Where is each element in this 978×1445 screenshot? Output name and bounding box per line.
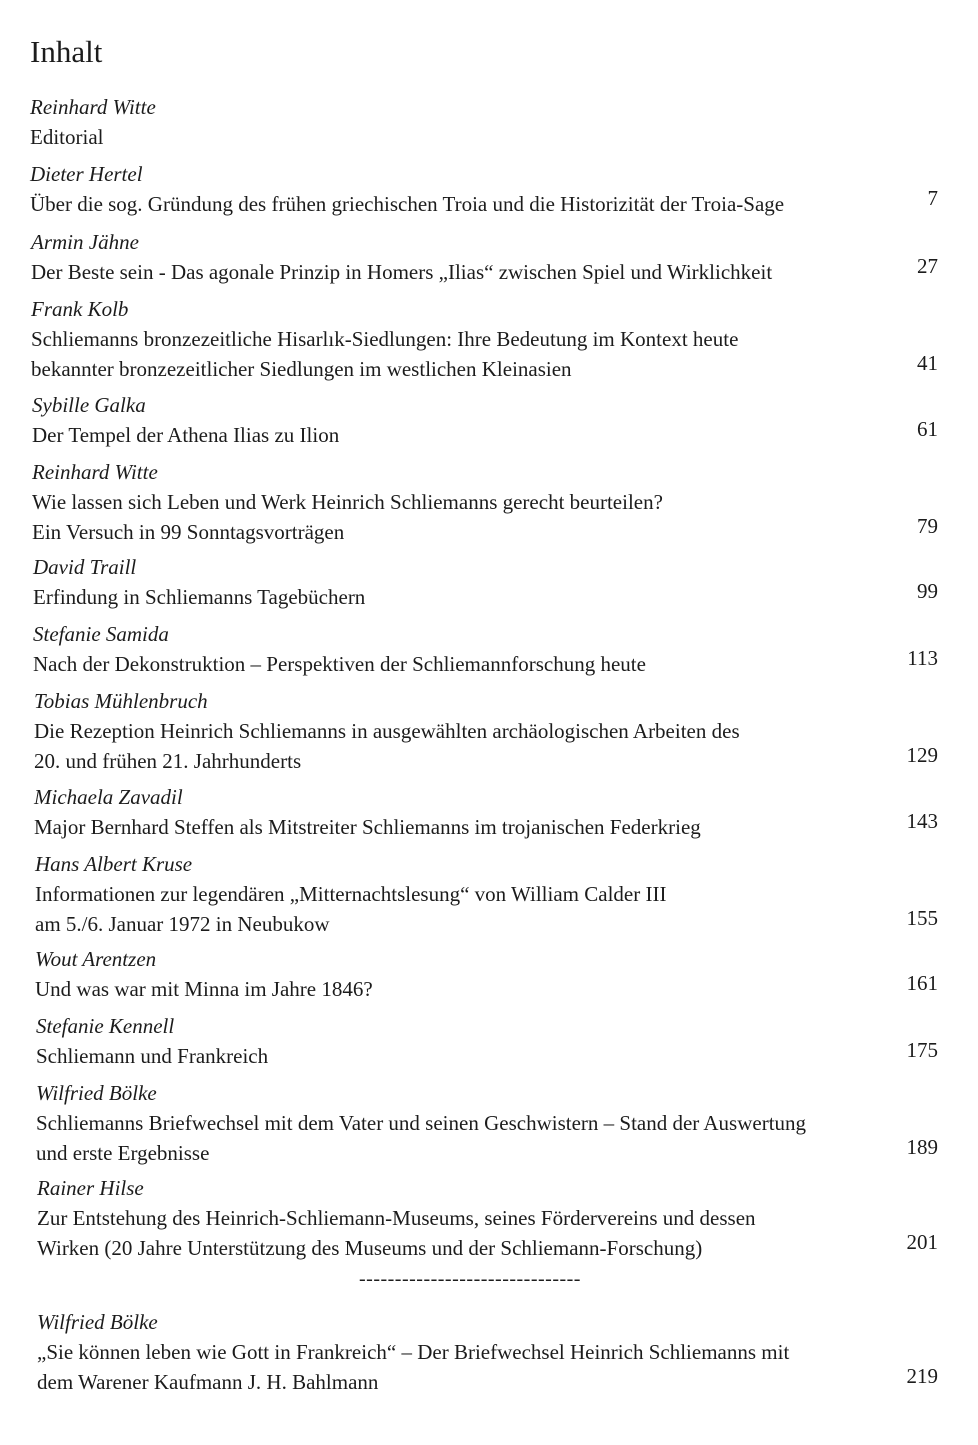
entry-author: Armin Jähne [31,230,139,254]
entry-title-line: Schliemanns bronzezeitliche Hisarlık-Siedlungen: Ihre Bedeutung im Kontext heute [31,327,739,351]
entry-title-line: Über die sog. Gründung des frühen griechischen Troia und die Historizität der Troia-Sage [30,192,785,216]
page-number: 129 [906,743,938,767]
section-separator: ------------------------------- [359,1268,581,1290]
entry-title-line: Major Bernhard Steffen als Mitstreiter Schliemanns im trojanischen Federkrieg [34,815,701,839]
entry-title-line: Der Beste sein - Das agonale Prinzip in Homers „Ilias“ zwischen Spiel und Wirklichkeit [31,260,773,284]
entry-title-line: dem Warener Kaufmann J. H. Bahlmann [37,1370,379,1394]
entry-title-line: bekannter bronzezeitlicher Siedlungen im westlichen Kleinasien [31,357,572,381]
page-number: 201 [906,1230,938,1254]
entry-author: Dieter Hertel [30,162,143,186]
page-number: 113 [907,646,938,670]
entry-title-line: Wie lassen sich Leben und Werk Heinrich Schliemanns gerecht beurteilen? [32,490,663,514]
entry-title-line: „Sie können leben wie Gott in Frankreich“ – Der Briefwechsel Heinrich Schliemanns mit [37,1340,790,1364]
entry-author: David Traill [33,555,137,579]
entry-title-line: Wirken (20 Jahre Unterstützung des Museums und der Schliemann-Forschung) [37,1236,703,1260]
entry-title-line: Editorial [30,125,104,149]
page-number: 155 [906,906,938,930]
page-number: 99 [917,579,938,603]
page-number: 27 [917,254,938,278]
page-number: 219 [906,1364,938,1388]
page-number: 161 [906,971,938,995]
entry-author: Wilfried Bölke [37,1310,158,1334]
entry-author: Wilfried Bölke [36,1081,157,1105]
page-title: Inhalt [30,34,103,69]
page-number: 61 [917,417,938,441]
entry-title-line: Ein Versuch in 99 Sonntagsvorträgen [32,520,345,544]
entry-author: Stefanie Kennell [36,1014,175,1038]
entry-title-line: Der Tempel der Athena Ilias zu Ilion [32,423,340,447]
entry-title-line: Informationen zur legendären „Mitternachtslesung“ von William Calder III [35,882,667,906]
entry-author: Wout Arentzen [35,947,157,971]
entry-title-line: Nach der Dekonstruktion – Perspektiven der Schliemannforschung heute [33,652,646,676]
entry-title-line: Die Rezeption Heinrich Schliemanns in ausgewählten archäologischen Arbeiten des [34,719,740,743]
entry-author: Michaela Zavadil [34,785,183,809]
entry-title-line: Schliemann und Frankreich [36,1044,269,1068]
page-number: 175 [906,1038,938,1062]
entry-author: Sybille Galka [32,393,146,417]
entry-title-line: Schliemanns Briefwechsel mit dem Vater und seinen Geschwistern – Stand der Auswertung [36,1111,807,1135]
entry-title-line: 20. und frühen 21. Jahrhunderts [34,749,302,773]
entry-title-line: Zur Entstehung des Heinrich-Schliemann-Museums, seines Fördervereins und dessen [37,1206,756,1230]
entry-title-line: Erfindung in Schliemanns Tagebüchern [33,585,366,609]
entry-title-line: am 5./6. Januar 1972 in Neubukow [35,912,330,936]
page-number: 7 [927,186,938,210]
entry-author: Frank Kolb [31,297,129,321]
entry-author: Hans Albert Kruse [35,852,193,876]
page-number: 79 [917,514,938,538]
entry-author: Stefanie Samida [33,622,169,646]
page-number: 41 [917,351,938,375]
page-number: 143 [906,809,938,833]
entry-title-line: Und was war mit Minna im Jahre 1846? [35,977,373,1001]
entry-author: Reinhard Witte [30,95,156,119]
entry-author: Rainer Hilse [37,1176,144,1200]
page-number: 189 [906,1135,938,1159]
entry-author: Reinhard Witte [32,460,158,484]
entry-title-line: und erste Ergebnisse [36,1141,210,1165]
entry-author: Tobias Mühlenbruch [34,689,208,713]
